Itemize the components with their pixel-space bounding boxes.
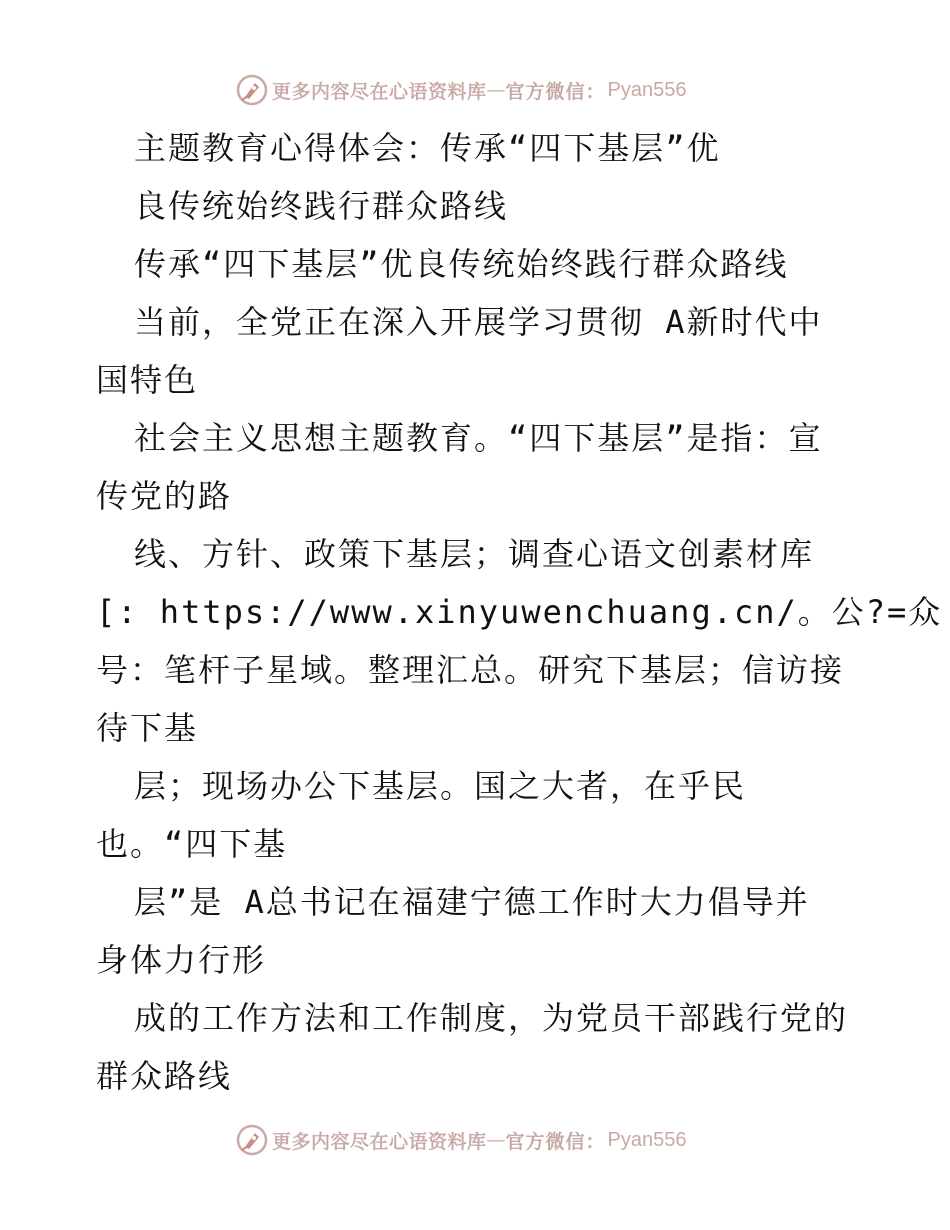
paragraph-line: 当前，全党正在深入开展学习贯彻 A新时代中: [134, 303, 823, 341]
paragraph-line: 社会主义思想主题教育。“四下基层”是指：宣: [134, 419, 823, 457]
title-line-2: 良传统始终践行群众路线: [134, 187, 509, 225]
watermark-wechat-label: 官方微信：: [505, 80, 606, 103]
paragraph-line: 传党的路: [96, 477, 233, 515]
paragraph-line: 层”是 A总书记在福建宁德工作时大力倡导并: [134, 883, 810, 921]
paragraph-line: 层；现场办公下基层。国之大者，在乎民: [134, 767, 747, 805]
watermark-wechat-label: 官方微信：: [505, 1130, 606, 1153]
watermark-wechat-id: Pyan556: [607, 78, 687, 101]
watermark-site-text: 更多内容尽在心语资料库: [272, 1130, 487, 1153]
paragraph-line: 线、方针、政策下基层；调查心语文创素材库: [134, 535, 815, 573]
watermark-separator: —: [486, 1129, 506, 1151]
paragraph-line: [: https://www.xinyuwenchuang.cn/。公?=众: [96, 593, 943, 631]
watermark-wechat-id: Pyan556: [607, 1128, 687, 1151]
paragraph-line: 也。“四下基: [96, 825, 288, 863]
paragraph-line: 成的工作方法和工作制度，为党员干部践行党的: [134, 999, 849, 1037]
paragraph-line: 号：笔杆子星域。整理汇总。研究下基层；信访接: [96, 651, 845, 689]
paragraph-line: 待下基: [96, 709, 199, 747]
footer-watermark: [236, 1123, 687, 1157]
paragraph-line: 群众路线: [96, 1057, 233, 1095]
paragraph-line: 国特色: [96, 361, 199, 399]
subtitle-line: 传承“四下基层”优良传统始终践行群众路线: [134, 245, 789, 283]
watermark-separator: —: [486, 79, 506, 101]
title-line-1: 主题教育心得体会：传承“四下基层”优: [134, 129, 721, 167]
pen-nib-circle-icon: [236, 1124, 268, 1156]
paragraph-line: 身体力行形: [96, 941, 267, 979]
watermark-site-text: 更多内容尽在心语资料库: [272, 80, 487, 103]
